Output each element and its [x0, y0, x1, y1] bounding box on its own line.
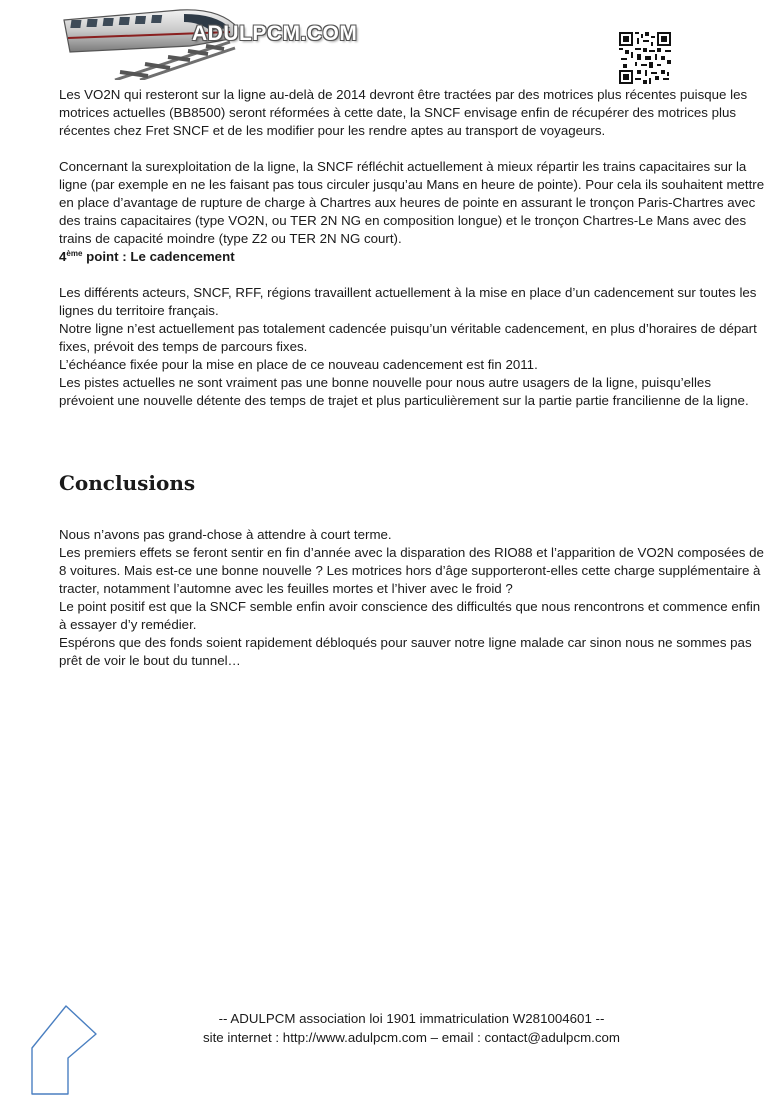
conclusions-body — [59, 526, 765, 670]
intro-paragraph-1: Les VO2N qui resteront sur la ligne au-delà de 2014 devront être tractées par des motrices plus récentes puisque les motrices actuelles (BB8500) seront réformées à cette date, la SNCF envisage enfin de récupérer des motrices plus récentes chez Fret SNCF et de les modifier pour les rendre aptes au transport de voyageurs. — [59, 87, 748, 138]
point4-line: L’échéance fixée pour la mise en place de ce nouveau cadencement est fin 2011. — [59, 357, 538, 372]
conclusions-line: Nous n’avons pas grand-chose à attendre à court terme. — [59, 527, 392, 542]
conclusions-heading: Conclusions — [59, 471, 196, 495]
heading-superscript: ème — [66, 249, 83, 258]
point4-line: Les différents acteurs, SNCF, RFF, régions travaillent actuellement à la mise en place d’un cadencement sur toutes les lignes du territoire français. — [59, 285, 757, 318]
brand-name: ADULPCM.COM — [192, 22, 358, 45]
qr-code-icon — [619, 32, 671, 84]
point4-line: Les pistes actuelles ne sont vraiment pas une bonne nouvelle pour nous autre usagers de la ligne, puisqu’elles prévoient une nouvelle détente des temps de trajet et plus particulièrement sur la partie partie francilienne de la ligne. — [59, 375, 749, 408]
page-footer — [0, 1009, 783, 1047]
section-heading-point4 — [59, 248, 765, 266]
intro-paragraph-2: Concernant la surexploitation de la ligne, la SNCF réfléchit actuellement à mieux répartir les trains capacitaires sur la ligne (par exemple en ne les faisant pas tous circuler jusqu’au Mans en heure de pointe). Pour cela ils souhaitent mettre en place d’avantage de rupture de charge à Chartres aux heures de pointe en assurant le tronçon Paris-Chartres avec des trains capacitaires (type VO2N, ou TER 2N NG en composition longue) et le tronçon Chartres-Le Mans avec des trains de capacité moindre (type Z2 ou TER 2N NG court). — [59, 159, 765, 246]
document-body — [59, 86, 765, 670]
conclusions-line: Les premiers effets se feront sentir en fin d’année avec la disparation des RIO88 et l’apparition de VO2N composées de 8 voitures. Mais est-ce une bonne nouvelle ? Les motrices hors d’âge supporteront-elles cette charge supplémentaire à tracter, notamment l’automne avec les feuilles mortes et l’hiver avec le froid ? — [59, 545, 764, 596]
point4-line: Notre ligne n’est actuellement pas totalement cadencée puisqu’un véritable cadencement, en plus d’horaires de départ fixes, prévoit des temps de parcours fixes. — [59, 321, 757, 354]
heading-title: point : Le cadencement — [82, 249, 235, 264]
heading-number: 4 — [59, 249, 67, 264]
conclusions-line: Espérons que des fonds soient rapidement débloqués pour sauver notre ligne malade car sinon nous ne sommes pas prêt de voir le bout du tunnel… — [59, 635, 752, 668]
footer-association-line: -- ADULPCM association loi 1901 immatriculation W281004601 -- — [218, 1011, 605, 1026]
point4-body — [59, 284, 765, 410]
conclusions-line: Le point positif est que la SNCF semble enfin avoir conscience des difficultés que nous rencontrons et commence enfin à essayer d’y remédier. — [59, 599, 761, 632]
footer-contact-line: site internet : http://www.adulpcm.com – email : contact@adulpcm.com — [202, 1030, 620, 1045]
